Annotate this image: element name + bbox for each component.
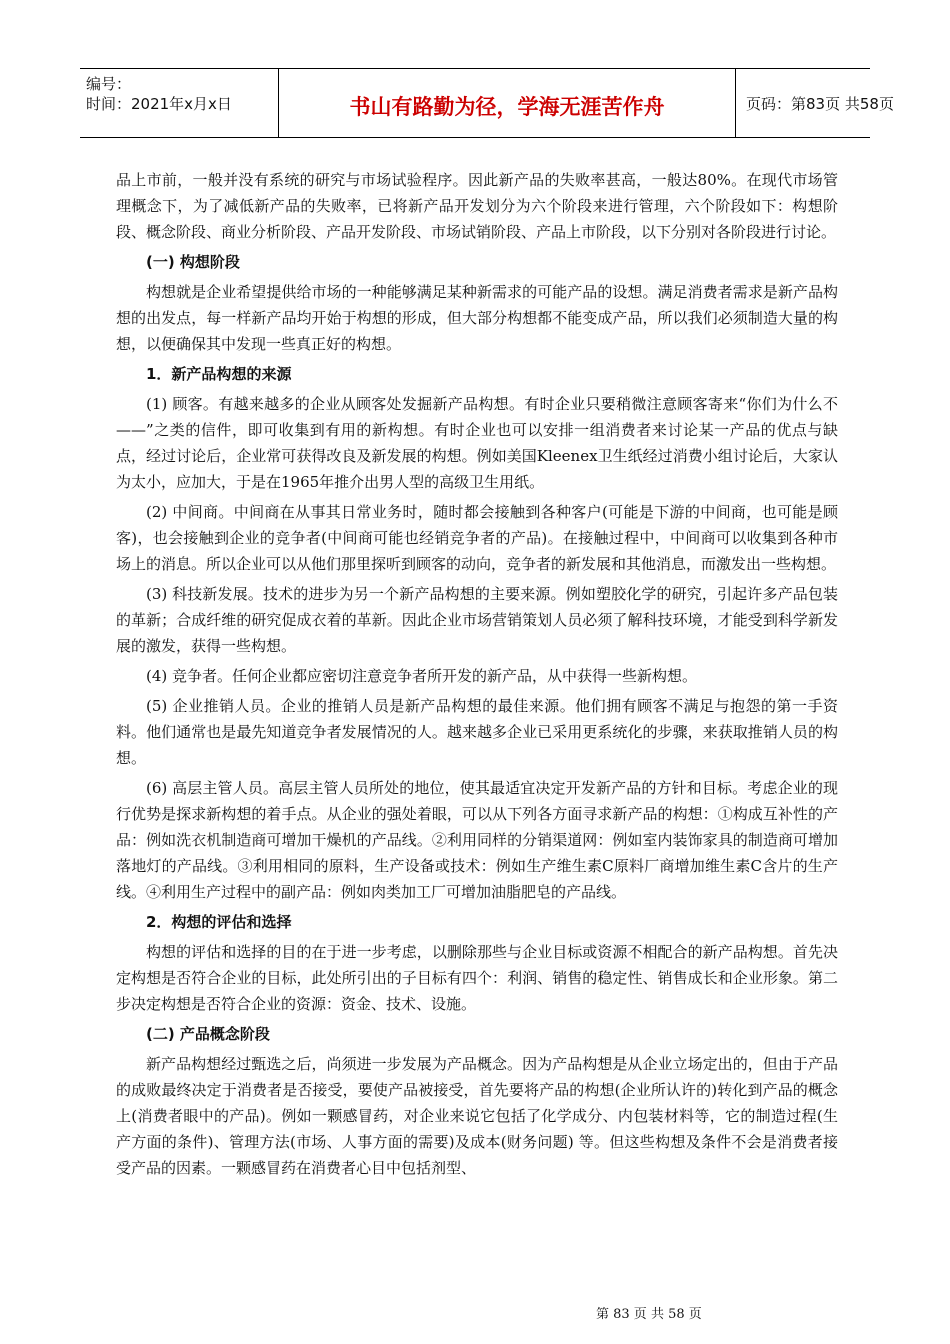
number-label: 编号：: [86, 75, 132, 93]
subsection-heading: 1．新产品构想的来源: [146, 365, 292, 383]
page-info: 页码：第83页 共58页: [746, 95, 894, 113]
document-body: [116, 167, 838, 1185]
paragraph: 构想就是企业希望提供给市场的一种能够满足某种新需求的可能产品的设想。满足消费者需求是新产品构想的出发点，每一样新产品均开始于构想的形成，但大部分构想都不能变成产品，所以我们必须制造大量的构想，以便确保其中发现一些真正好的构想。: [116, 283, 838, 353]
section-heading: (一) 构想阶段: [146, 253, 240, 271]
paragraph: (3) 科技新发展。技术的进步为另一个新产品构想的主要来源。例如塑胶化学的研究，引起许多产品包装的革新；合成纤维的研究促成衣着的革新。因此企业市场营销策划人员必须了解科技环境，才能受到科学新发展的激发，获得一些构想。: [116, 585, 838, 655]
paragraph: (2) 中间商。中间商在从事其日常业务时，随时都会接触到各种客户(可能是下游的中间商，也可能是顾客)，也会接触到企业的竞争者(中间商可能也经销竞争者的产品)。在接触过程中，中间商可以收集到各种市场上的消息。所以企业可以从他们那里探听到顾客的动向，竞争者的新发展和其他消息，而激发出一些构想。: [116, 503, 838, 573]
paragraph: (5) 企业推销人员。企业的推销人员是新产品构想的最佳来源。他们拥有顾客不满足与抱怨的第一手资料。他们通常也是最先知道竞争者发展情况的人。越来越多企业已采用更系统化的步骤，来获取推销人员的构想。: [116, 697, 838, 767]
subsection-heading: 2．构想的评估和选择: [146, 913, 292, 931]
page-footer: 第 83 页 共 58 页: [596, 1307, 702, 1322]
paragraph: (6) 高层主管人员。高层主管人员所处的地位，使其最适宜决定开发新产品的方针和目标。考虑企业的现行优势是探求新构想的着手点。从企业的强处着眼，可以从下列各方面寻求新产品的构想：①构成互补性的产品：例如洗衣机制造商可增加干燥机的产品线。②利用同样的分销渠道网：例如室内装饰家具的制造商可增加落地灯的产品线。③利用相同的原料，生产设备或技术：例如生产维生素C原料厂商增加维生素C含片的生产线。④利用生产过程中的副产品：例如肉类加工厂可增加油脂肥皂的产品线。: [116, 779, 838, 901]
paragraph: 品上市前，一般并没有系统的研究与市场试验程序。因此新产品的失败率甚高，一般达80%。在现代市场管理概念下，为了减低新产品的失败率，已将新产品开发划分为六个阶段来进行管理，六个阶段如下：构想阶段、概念阶段、商业分析阶段、产品开发阶段、市场试销阶段、产品上市阶段，以下分别对各阶段进行讨论。: [116, 171, 838, 241]
paragraph: (4) 竞争者。任何企业都应密切注意竞争者所开发的新产品，从中获得一些新构想。: [146, 667, 698, 685]
date-label: 时间：2021年x月x日: [86, 95, 232, 113]
slogan: 书山有路勤为径，学海无涯苦作舟: [349, 95, 665, 119]
paragraph: (1) 顾客。有越来越多的企业从顾客处发掘新产品构想。有时企业只要稍微注意顾客寄来“你们为什么不——”之类的信件，即可收集到有用的新构想。有时企业也可以安排一组消费者来讨论某一产品的优点与缺点，经过讨论后，企业常可获得改良及新发展的构想。例如美国Kleenex卫生纸经过消费小组讨论后，大家认为太小，应加大，于是在1965年推介出男人型的高级卫生用纸。: [116, 395, 838, 491]
header-page-cell: [736, 69, 894, 137]
header-slogan-cell: [279, 69, 736, 137]
paragraph: 新产品构想经过甄选之后，尚须进一步发展为产品概念。因为产品构想是从企业立场定出的，但由于产品的成败最终决定于消费者是否接受，要使产品被接受，首先要将产品的构想(企业所认许的)转化到产品的概念上(消费者眼中的产品)。例如一颗感冒药，对企业来说它包括了化学成分、内包装材料等，它的制造过程(生产方面的条件)、管理方法(市场、人事方面的需要)及成本(财务问题) 等。但这些构想及条件不会是消费者接受产品的因素。一颗感冒药在消费者心目中包括剂型、: [116, 1055, 838, 1177]
paragraph: 构想的评估和选择的目的在于进一步考虑，以删除那些与企业目标或资源不相配合的新产品构想。首先决定构想是否符合企业的目标，此处所引出的子目标有四个：利润、销售的稳定性、销售成长和企业形象。第二步决定构想是否符合企业的资源：资金、技术、设施。: [116, 943, 838, 1013]
page-header: [80, 68, 894, 138]
header-info-cell: [80, 69, 279, 137]
section-heading: (二) 产品概念阶段: [146, 1025, 270, 1043]
